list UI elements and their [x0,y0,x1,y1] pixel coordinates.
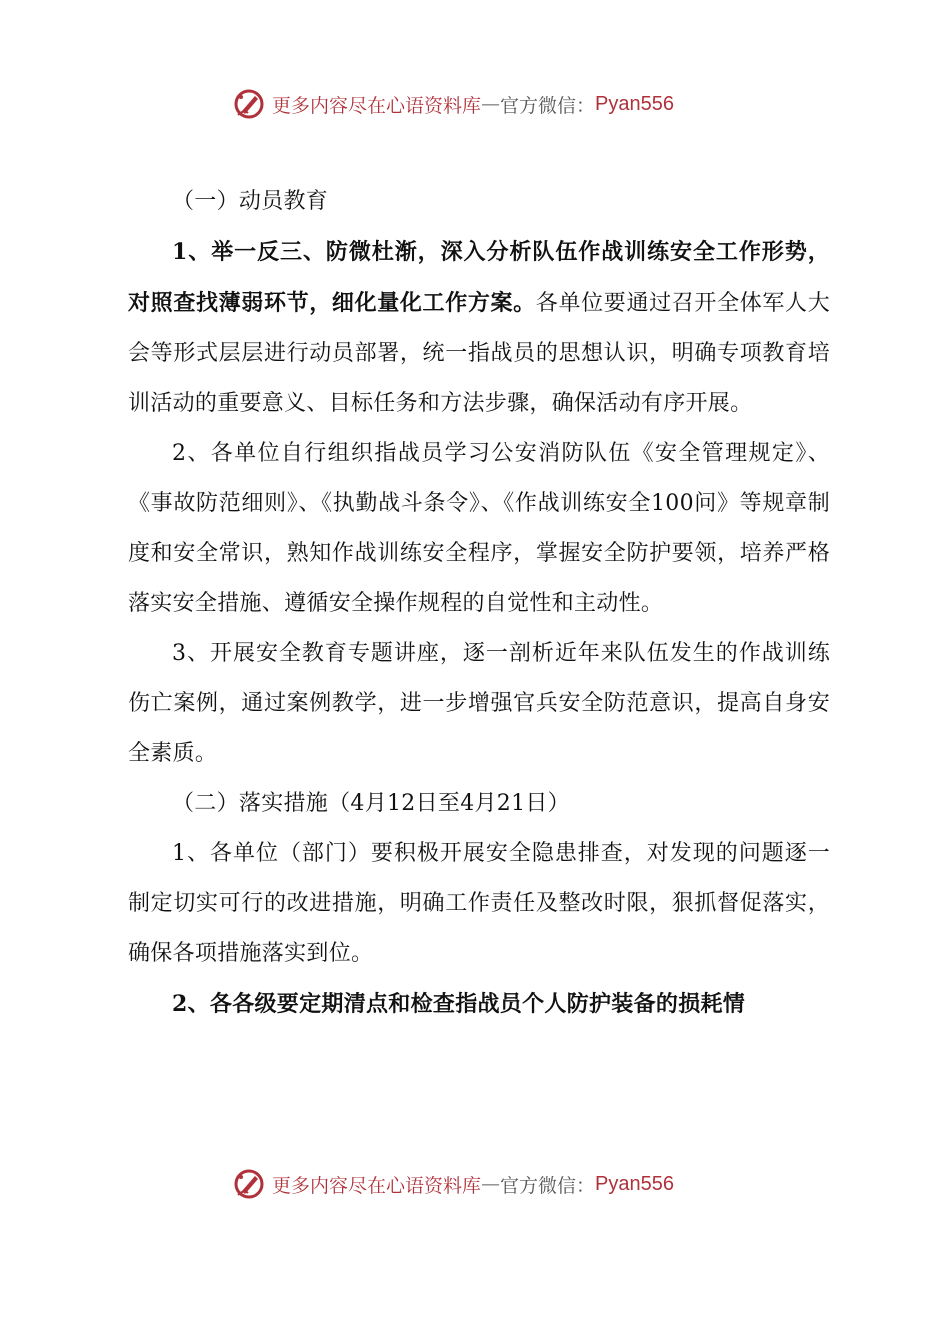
banner-wechat-id: Pyan556 [595,92,674,115]
banner-wechat-id: Pyan556 [595,1172,674,1195]
section-heading-mobilization: （一）动员教育 [172,189,329,214]
paragraph-4: 1、各单位（部门）要积极开展安全隐患排查，对发现的问题逐一制定切实可行的改进措施，明确工作责任及整改时限，狠抓督促落实，确保各项措施落实到位。 [128,841,830,966]
section-heading-measures: （二）落实措施（4月12日至4月21日） [172,791,570,816]
paragraph-1-bold: 1、举一反三、防微杜渐，深入分析队伍作战训练安全工作形势，对照查找薄弱环节，细化量化工作方案。 [128,239,830,316]
paragraph-5: 2、各各级要定期清点和检查指战员个人防护装备的损耗情 [172,991,746,1017]
header-banner [232,84,674,124]
banner-dash: — [481,1173,501,1195]
paragraph-1-rest: 各单位要通过召开全体军人大会等形式层层进行动员部署，统一指战员的思想认识，明确专项教育培训活动的重要意义、目标任务和方法步骤，确保活动有序开展。 [128,291,831,416]
logo-icon [232,1167,266,1201]
document-body [128,177,830,1029]
banner-wechat-label: 官方微信： [500,94,596,117]
banner-wechat-label: 官方微信： [500,1174,596,1197]
banner-dash: — [481,93,501,115]
banner-title: 更多内容尽在心语资料库 [272,1174,482,1197]
banner-title: 更多内容尽在心语资料库 [272,94,482,117]
footer-banner [232,1164,674,1204]
paragraph-1 [128,227,830,429]
paragraph-2: 2、各单位自行组织指战员学习公安消防队伍《安全管理规定》、《事故防范细则》、《执勤战斗条令》、《作战训练安全100问》等规章制度和安全常识，熟知作战训练安全程序，掌握安全防护要领，培养严格落实安全措施、遵循安全操作规程的自觉性和主动性。 [128,441,830,616]
logo-icon [232,87,266,121]
paragraph-3: 3、开展安全教育专题讲座，逐一剖析近年来队伍发生的作战训练伤亡案例，通过案例教学，进一步增强官兵安全防范意识，提高自身安全素质。 [128,641,830,766]
